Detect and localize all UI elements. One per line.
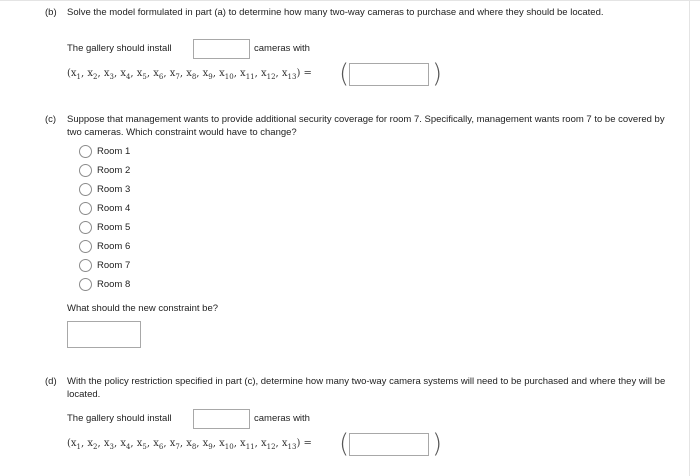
vector-equals: = bbox=[300, 438, 312, 449]
vector-separator: , bbox=[113, 438, 121, 449]
vector-index: 2 bbox=[93, 443, 98, 451]
vector-open-paren: ( bbox=[67, 438, 71, 449]
part-c-question: Suppose that management wants to provide additional security coverage for room 7. Specifically, management wants room 7 to be covered by two cameras. Which constraint would have to change? bbox=[67, 114, 665, 138]
vector-separator: , bbox=[179, 438, 187, 449]
vector-index: 8 bbox=[191, 443, 197, 451]
vector-index: 6 bbox=[158, 73, 164, 81]
vector-variable: x bbox=[87, 438, 94, 449]
vector-variable: x bbox=[169, 68, 176, 79]
vector-separator: , bbox=[275, 68, 282, 79]
vector-index: 10 bbox=[224, 443, 234, 451]
vector-index: 11 bbox=[245, 73, 255, 81]
vector-variable: x bbox=[87, 68, 94, 79]
vector-index: 7 bbox=[175, 443, 180, 451]
vector-index: 5 bbox=[142, 73, 147, 81]
vector-separator: , bbox=[233, 438, 241, 449]
vector-separator: , bbox=[97, 438, 104, 449]
vector-separator: , bbox=[196, 68, 203, 79]
part-d-vector-expression bbox=[67, 438, 312, 451]
top-divider bbox=[0, 0, 700, 1]
vector-variable: x bbox=[260, 68, 267, 79]
room-option-4[interactable] bbox=[79, 200, 130, 216]
vector-separator: , bbox=[254, 438, 261, 449]
vector-index: 3 bbox=[109, 73, 114, 81]
radio-circle-icon[interactable] bbox=[79, 278, 92, 291]
vector-variable: x bbox=[153, 438, 159, 449]
radio-circle-icon[interactable] bbox=[79, 183, 92, 196]
vector-separator: , bbox=[163, 438, 170, 449]
vector-variable: x bbox=[103, 438, 110, 449]
room-option-5[interactable] bbox=[79, 219, 130, 235]
room-option-label: Room 8 bbox=[97, 278, 131, 290]
vector-equals: = bbox=[300, 68, 312, 79]
vector-index: 9 bbox=[208, 443, 213, 451]
part-d-letter: (d) bbox=[45, 376, 57, 387]
part-b-letter: (b) bbox=[45, 7, 57, 18]
vector-variable: x bbox=[120, 68, 126, 79]
vector-variable: x bbox=[136, 438, 143, 449]
room-option-2[interactable] bbox=[79, 162, 130, 178]
vector-variable: x bbox=[153, 68, 159, 79]
radio-circle-icon[interactable] bbox=[79, 221, 92, 234]
room-option-label: Room 2 bbox=[97, 164, 131, 176]
vector-separator: , bbox=[254, 68, 261, 79]
vector-variable: x bbox=[202, 438, 209, 449]
vector-close-paren: ) bbox=[296, 68, 301, 79]
part-c-letter: (c) bbox=[45, 114, 57, 125]
vector-variable: x bbox=[186, 438, 192, 449]
room-option-label: Room 1 bbox=[97, 145, 131, 157]
part-b-install-suffix: cameras with bbox=[254, 43, 310, 54]
part-d-install-prefix: The gallery should install bbox=[67, 413, 172, 424]
part-d-vector-input[interactable] bbox=[349, 433, 429, 456]
vector-variable: x bbox=[219, 438, 225, 449]
vector-index: 7 bbox=[175, 73, 180, 81]
room-option-3[interactable] bbox=[79, 181, 130, 197]
vector-variable: x bbox=[169, 438, 176, 449]
vector-separator: , bbox=[163, 68, 170, 79]
vector-index: 8 bbox=[191, 73, 197, 81]
vector-close-paren: ) bbox=[296, 438, 301, 449]
vector-variable: x bbox=[70, 438, 77, 449]
radio-circle-icon[interactable] bbox=[79, 202, 92, 215]
room-option-label: Room 7 bbox=[97, 259, 131, 271]
vector-index: 5 bbox=[142, 443, 147, 451]
part-b-open-paren: ( bbox=[339, 59, 350, 89]
vector-index: 13 bbox=[287, 443, 297, 451]
vector-index: 11 bbox=[245, 443, 255, 451]
vector-separator: , bbox=[130, 68, 137, 79]
vector-separator: , bbox=[81, 438, 88, 449]
vector-index: 4 bbox=[125, 443, 131, 451]
vector-separator: , bbox=[146, 438, 154, 449]
vector-separator: , bbox=[146, 68, 154, 79]
vector-separator: , bbox=[275, 438, 282, 449]
vector-variable: x bbox=[120, 438, 126, 449]
vector-variable: x bbox=[136, 68, 143, 79]
radio-circle-icon[interactable] bbox=[79, 164, 92, 177]
part-b-close-paren: ) bbox=[432, 59, 443, 89]
vector-separator: , bbox=[97, 68, 104, 79]
vector-index: 10 bbox=[224, 73, 234, 81]
vector-variable: x bbox=[240, 438, 246, 449]
vector-index: 13 bbox=[287, 73, 297, 81]
part-b-vector-input[interactable] bbox=[349, 63, 429, 86]
room-option-7[interactable] bbox=[79, 257, 130, 273]
vector-variable: x bbox=[186, 68, 192, 79]
part-d-install-suffix: cameras with bbox=[254, 413, 310, 424]
part-d-open-paren: ( bbox=[339, 429, 350, 459]
vector-index: 4 bbox=[125, 73, 131, 81]
part-d-question: With the policy restriction specified in part (c), determine how many two-way camera systems will need to be purchased and where they will be located. bbox=[67, 376, 666, 400]
vector-variable: x bbox=[260, 438, 267, 449]
new-constraint-input[interactable] bbox=[67, 321, 141, 348]
vector-index: 9 bbox=[208, 73, 213, 81]
room-option-1[interactable] bbox=[79, 143, 130, 159]
vector-index: 1 bbox=[76, 443, 82, 451]
vector-variable: x bbox=[202, 68, 209, 79]
vector-variable: x bbox=[70, 68, 77, 79]
new-constraint-prompt: What should the new constraint be? bbox=[67, 303, 219, 314]
room-option-6[interactable] bbox=[79, 238, 130, 254]
vector-separator: , bbox=[113, 68, 121, 79]
vector-index: 3 bbox=[109, 443, 114, 451]
room-option-label: Room 3 bbox=[97, 183, 131, 195]
part-d-close-paren: ) bbox=[432, 429, 443, 459]
right-divider bbox=[689, 0, 690, 476]
vector-index: 2 bbox=[93, 73, 98, 81]
part-b-question: Solve the model formulated in part (a) to determine how many two-way cameras to purchase and where they should be located. bbox=[67, 7, 604, 18]
room-option-label: Room 6 bbox=[97, 240, 131, 252]
vector-index: 12 bbox=[266, 443, 276, 451]
vector-separator: , bbox=[130, 438, 137, 449]
radio-circle-icon[interactable] bbox=[79, 240, 92, 253]
vector-separator: , bbox=[212, 68, 220, 79]
room-option-label: Room 4 bbox=[97, 202, 131, 214]
vector-variable: x bbox=[240, 68, 246, 79]
vector-separator: , bbox=[196, 438, 203, 449]
vector-variable: x bbox=[281, 68, 288, 79]
vector-index: 12 bbox=[266, 73, 276, 81]
part-b-install-prefix: The gallery should install bbox=[67, 43, 172, 54]
vector-variable: x bbox=[103, 68, 110, 79]
vector-open-paren: ( bbox=[67, 68, 71, 79]
part-b-camera-count-input[interactable] bbox=[193, 39, 250, 59]
part-d-camera-count-input[interactable] bbox=[193, 409, 250, 429]
room-option-label: Room 5 bbox=[97, 221, 131, 233]
radio-circle-icon[interactable] bbox=[79, 259, 92, 272]
vector-separator: , bbox=[179, 68, 187, 79]
room-option-8[interactable] bbox=[79, 276, 130, 292]
vector-separator: , bbox=[233, 68, 241, 79]
part-b-vector-expression bbox=[67, 68, 312, 81]
vector-variable: x bbox=[219, 68, 225, 79]
vector-separator: , bbox=[212, 438, 220, 449]
vector-separator: , bbox=[81, 68, 88, 79]
vector-index: 1 bbox=[76, 73, 82, 81]
vector-index: 6 bbox=[158, 443, 164, 451]
radio-circle-icon[interactable] bbox=[79, 145, 92, 158]
vector-variable: x bbox=[281, 438, 288, 449]
